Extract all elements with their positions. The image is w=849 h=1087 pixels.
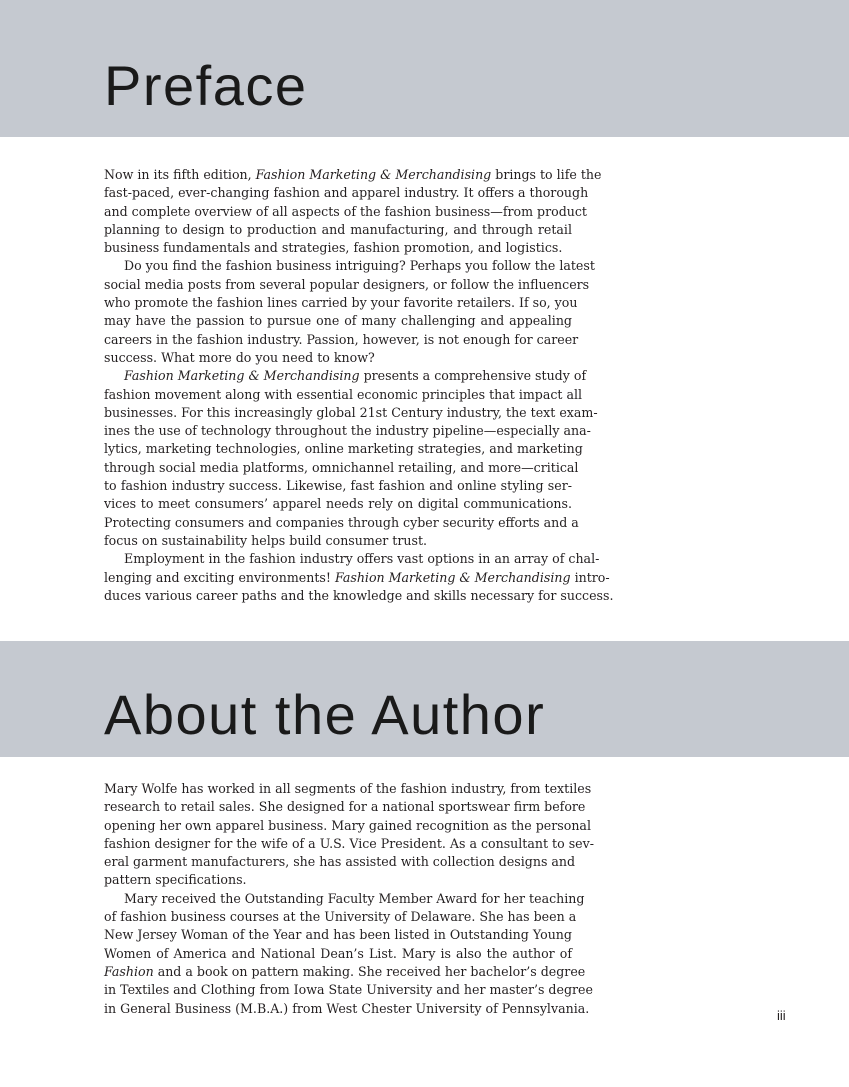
text-line [104, 294, 578, 312]
text-line [104, 312, 572, 330]
text-segment: lytics, marketing technologies, online marketing strategies, and marketing [104, 441, 583, 457]
text-segment: Mary Wolfe has worked in all segments of the fashion industry, from textiles [104, 781, 592, 796]
text-segment: to fashion industry success. Likewise, fast fashion and online styling ser- [104, 478, 572, 494]
text-segment: social media posts from several popular designers, or follow the influencers [104, 276, 590, 292]
text-line [104, 798, 586, 816]
text-segment: businesses. For this increasingly global 21st Century industry, the text exam- [104, 404, 598, 420]
text-segment: success. What more do you need to know? [104, 349, 375, 365]
text-segment: and a book on pattern making. She received her bachelor’s degree [153, 963, 586, 979]
text-segment: pattern specifications. [104, 872, 247, 888]
text-line [104, 981, 593, 999]
text-line [104, 1000, 590, 1018]
text-line [104, 386, 583, 404]
text-line [104, 276, 590, 294]
text-line [104, 587, 614, 605]
text-segment: who promote the fashion lines carried by your favorite retailers. If so, you [104, 295, 578, 311]
text-line [104, 908, 577, 926]
text-line [104, 404, 598, 422]
text-line [104, 257, 595, 275]
text-line [104, 440, 583, 458]
preface-header-band [0, 0, 849, 137]
italic-title-text: Fashion Marketing & Merchandising [255, 167, 492, 182]
text-line [104, 166, 602, 184]
text-line [104, 203, 587, 221]
text-line [104, 221, 572, 239]
text-segment: focus on sustainability helps build consumer trust. [104, 532, 428, 548]
author-header-band [0, 641, 849, 757]
author-title: About the Author [104, 683, 546, 746]
text-line [104, 184, 589, 202]
preface-title: Preface [104, 54, 308, 117]
italic-title-text: Fashion [104, 963, 154, 979]
text-segment: may have the passion to pursue one of many challenging and appealing [104, 313, 572, 329]
text-segment: in General Business (M.B.A.) from West Chester University of Pennsylvania. [104, 1000, 590, 1016]
text-line [104, 835, 594, 853]
text-segment: intro- [570, 569, 610, 585]
text-line [104, 514, 579, 532]
text-line [104, 853, 576, 871]
text-line [104, 331, 579, 349]
text-line [104, 550, 600, 568]
text-line [104, 349, 572, 367]
text-segment: lenging and exciting environments! [104, 569, 335, 585]
text-segment: of fashion business courses at the University of Delaware. She has been a [104, 909, 577, 925]
author-body [104, 780, 594, 1018]
text-segment: duces various career paths and the knowledge and skills necessary for success. [104, 587, 614, 603]
text-segment: Protecting consumers and companies through cyber security efforts and a [104, 514, 579, 530]
text-segment: Do you find the fashion business intriguing? Perhaps you follow the latest [124, 258, 595, 274]
text-line [104, 871, 572, 889]
text-line [104, 495, 572, 513]
text-segment: brings to life the [491, 167, 602, 182]
text-segment: Employment in the fashion industry offers vast options in an array of chal- [124, 551, 600, 567]
text-segment: New Jersey Woman of the Year and has been listed in Outstanding Young [104, 927, 572, 943]
text-segment: in Textiles and Clothing from Iowa State University and her master’s degree [104, 982, 593, 998]
text-line [104, 926, 572, 944]
text-segment: presents a comprehensive study of [359, 368, 587, 384]
page-number: iii [777, 1008, 786, 1023]
text-line [104, 422, 591, 440]
text-line [104, 239, 572, 257]
text-line [104, 459, 579, 477]
text-segment: careers in the fashion industry. Passion, however, is not enough for career [104, 331, 579, 347]
text-segment: through social media platforms, omnichannel retailing, and more—critical [104, 459, 579, 475]
text-line [104, 890, 585, 908]
text-segment: Women of America and National Dean’s List. Mary is also the author of [104, 945, 572, 961]
italic-title-text: Fashion Marketing & Merchandising [334, 569, 571, 585]
text-line [104, 963, 586, 981]
text-segment: fashion designer for the wife of a U.S. Vice President. As a consultant to sev- [104, 835, 594, 851]
text-line [104, 817, 591, 835]
preface-body [104, 166, 614, 605]
text-segment: fast-paced, ever-changing fashion and apparel industry. It offers a thorough [104, 185, 589, 201]
text-segment: opening her own apparel business. Mary gained recognition as the personal [104, 817, 591, 833]
text-segment: ines the use of technology throughout the industry pipeline—especially ana- [104, 423, 591, 439]
text-segment: eral garment manufacturers, she has assisted with collection designs and [104, 854, 576, 870]
text-segment: planning to design to production and manufacturing, and through retail [104, 221, 572, 237]
text-segment: fashion movement along with essential economic principles that impact all [104, 386, 583, 402]
text-segment: research to retail sales. She designed for a national sportswear firm before [104, 799, 586, 815]
text-segment: Mary received the Outstanding Faculty Member Award for her teaching [124, 890, 585, 906]
text-line [104, 569, 610, 587]
text-segment: business fundamentals and strategies, fashion promotion, and logistics. [104, 240, 563, 256]
text-segment: Now in its fifth edition, [104, 167, 256, 182]
text-line [104, 367, 587, 385]
text-line [104, 477, 572, 495]
text-line [104, 945, 572, 963]
text-line [104, 532, 572, 550]
italic-title-text: Fashion Marketing & Merchandising [124, 368, 360, 384]
text-segment: vices to meet consumers’ apparel needs rely on digital communications. [104, 496, 572, 512]
text-line [104, 780, 592, 798]
text-segment: and complete overview of all aspects of the fashion business—from product [104, 203, 587, 219]
